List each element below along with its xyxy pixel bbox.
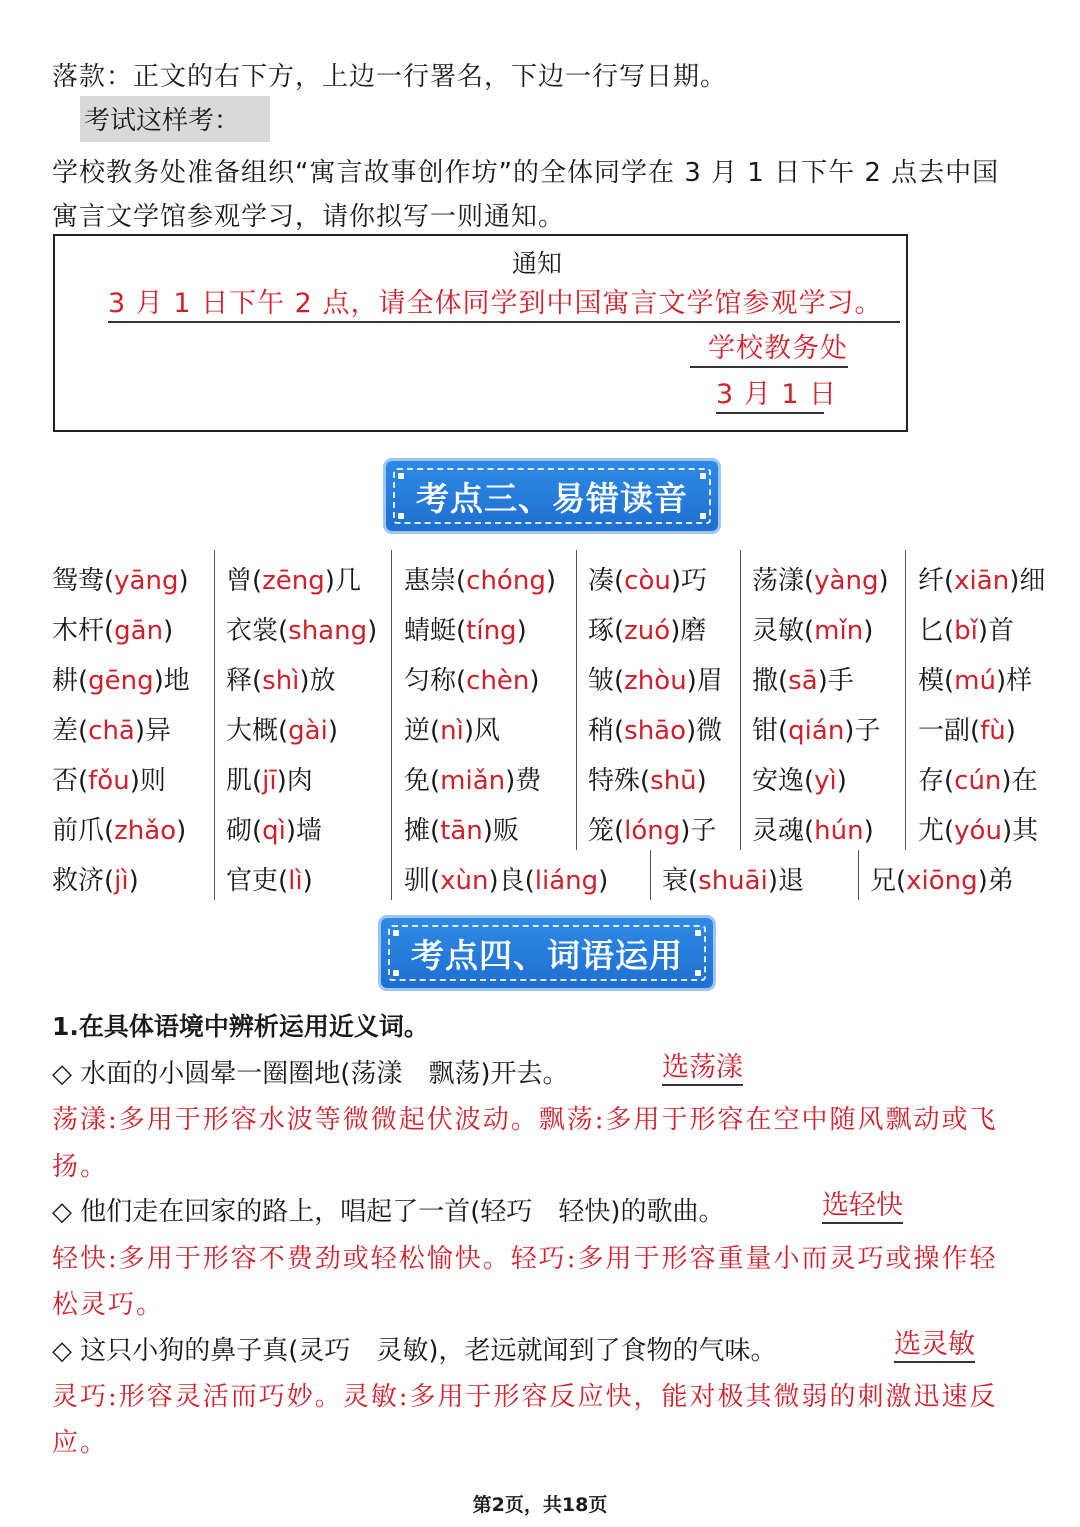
- pinyin-cell: [404, 660, 540, 697]
- question-2-explanation-line-2: 松灵巧。: [52, 1290, 165, 1320]
- hanzi: )磨: [670, 616, 707, 646]
- question-1-explanation-line-2: 扬。: [52, 1152, 109, 1182]
- notice-date: 3 月 1 日: [716, 378, 824, 414]
- hanzi: 摊(: [404, 816, 441, 846]
- question-3-prompt: ◇ 这只小狗的鼻子真(灵巧 灵敏)，老远就闻到了食物的气味。: [52, 1336, 777, 1366]
- hanzi: ): [863, 616, 874, 646]
- hanzi: 差(: [52, 716, 89, 746]
- question-1-explanation-line-1: 荡漾:多用于形容水波等微微起伏波动。飘荡:多用于形容在空中随风飘动或飞: [52, 1105, 998, 1135]
- hanzi: )在: [1001, 766, 1038, 796]
- hanzi: )弟: [977, 866, 1014, 896]
- hanzi: 鸳鸯(: [52, 566, 115, 596]
- pinyin-cell: [226, 860, 313, 897]
- pinyin: tíng: [466, 616, 517, 646]
- pinyin-cell: [588, 760, 707, 797]
- hanzi: ): [878, 566, 889, 596]
- pinyin-cell: [404, 760, 541, 797]
- hanzi: )异: [134, 716, 172, 746]
- question-1-answer: 选荡漾: [662, 1052, 743, 1086]
- hanzi: 钳(: [752, 716, 789, 746]
- notice-signer: 学校教务处: [690, 332, 848, 368]
- hanzi: )手: [817, 666, 854, 696]
- hanzi: 模(: [918, 666, 955, 696]
- question-2-prompt: ◇ 他们走在回家的路上，唱起了一首(轻巧 轻快)的歌曲。: [52, 1197, 725, 1227]
- pinyin-cell: [752, 810, 874, 847]
- hanzi: 释(: [226, 666, 263, 696]
- pinyin: xùn: [440, 866, 489, 896]
- hanzi: ): [696, 766, 707, 796]
- pinyin-cell: [226, 610, 377, 647]
- section4-subtitle: 1.在具体语境中辨析运用近义词。: [52, 1012, 429, 1041]
- pinyin-cell: [404, 560, 556, 597]
- hanzi: ): [1005, 716, 1016, 746]
- pinyin: fǒu: [88, 766, 130, 796]
- hanzi: ): [836, 766, 847, 796]
- pinyin-cell: [226, 760, 313, 797]
- hanzi: 逆(: [404, 716, 441, 746]
- pinyin: chèn: [466, 666, 530, 696]
- pinyin-cell: [752, 760, 847, 797]
- hanzi: ): [176, 816, 187, 846]
- hanzi: 兄(: [870, 866, 907, 896]
- hanzi: )风: [463, 716, 501, 746]
- notice-title: 通知: [512, 249, 563, 278]
- hanzi: )子: [844, 716, 881, 746]
- hanzi: 一副(: [918, 716, 981, 746]
- pinyin: yì: [814, 766, 837, 796]
- hanzi: 驯(: [404, 866, 441, 896]
- hanzi: 官吏(: [226, 866, 289, 896]
- hanzi: ): [302, 866, 313, 896]
- pinyin-cell: [404, 860, 608, 897]
- hanzi: 免(: [404, 766, 441, 796]
- hanzi: ): [516, 616, 527, 646]
- pinyin-cell: [752, 710, 880, 747]
- section3-title: 考点三、易错读音: [416, 478, 688, 518]
- hanzi: ): [863, 816, 874, 846]
- section4-banner: [381, 918, 713, 988]
- hanzi: )眉: [686, 666, 723, 696]
- pinyin: yóu: [954, 816, 1002, 846]
- hanzi: 惠崇(: [404, 566, 467, 596]
- hanzi: )则: [129, 766, 166, 796]
- hanzi: 曾(: [226, 566, 263, 596]
- hanzi: 大概(: [226, 716, 289, 746]
- pinyin-cell: [52, 710, 171, 747]
- hanzi: 匕(: [918, 616, 955, 646]
- pinyin: cún: [954, 766, 1002, 796]
- pinyin-cell: [52, 810, 186, 847]
- page-footer: 第2页，共18页: [472, 1494, 608, 1516]
- hanzi: 特殊(: [588, 766, 651, 796]
- pinyin: shang: [288, 616, 368, 646]
- question-3-answer: 选灵敏: [894, 1329, 975, 1363]
- pinyin: liáng: [534, 866, 599, 896]
- pinyin-cell: [226, 710, 338, 747]
- pinyin: lóng: [624, 816, 681, 846]
- hanzi: ): [545, 566, 556, 596]
- pinyin-cell: [404, 810, 519, 847]
- pinyin-cell: [918, 660, 1032, 697]
- hanzi: )细: [1009, 566, 1046, 596]
- pinyin-cell: [918, 710, 1016, 747]
- hanzi: )几: [324, 566, 361, 596]
- pinyin-cell: [404, 610, 527, 647]
- pinyin: zuó: [624, 616, 671, 646]
- hanzi: )退: [767, 866, 804, 896]
- hanzi: 稍(: [588, 716, 625, 746]
- pinyin: gēng: [88, 666, 154, 696]
- pinyin: zēng: [262, 566, 325, 596]
- hanzi: 救济(: [52, 866, 115, 896]
- pinyin: gān: [114, 616, 164, 646]
- pinyin: hún: [814, 816, 864, 846]
- pinyin-cell: [226, 660, 336, 697]
- pinyin-cell: [588, 810, 716, 847]
- pinyin-cell: [52, 560, 189, 597]
- pinyin: yàng: [814, 566, 879, 596]
- notice-body: 3 月 1 日下午 2 点，请全体同学到中国寓言文学馆参观学习。: [108, 287, 900, 323]
- pinyin: chā: [88, 716, 135, 746]
- hanzi: 砌(: [226, 816, 263, 846]
- pinyin-cell: [918, 610, 1014, 647]
- pinyin-cell: [588, 710, 722, 747]
- pinyin-cell: [226, 810, 322, 847]
- pinyin: jī: [262, 766, 277, 796]
- hanzi: )墙: [285, 816, 323, 846]
- hanzi: 灵魂(: [752, 816, 815, 846]
- hanzi: )其: [1001, 816, 1039, 846]
- pinyin: còu: [624, 566, 671, 596]
- exam-tag: 考试这样考：: [84, 106, 241, 136]
- pinyin: qián: [788, 716, 845, 746]
- hanzi: 笼(: [588, 816, 625, 846]
- hanzi: 安逸(: [752, 766, 815, 796]
- pinyin-cell: [752, 660, 854, 697]
- hanzi: )子: [680, 816, 717, 846]
- hanzi: 琢(: [588, 616, 625, 646]
- hanzi: )首: [977, 616, 1015, 646]
- hanzi: ): [327, 716, 338, 746]
- pinyin-cell: [226, 560, 361, 597]
- pinyin: chóng: [466, 566, 546, 596]
- pinyin: fù: [980, 716, 1006, 746]
- pinyin: gài: [288, 716, 328, 746]
- pinyin: zhòu: [624, 666, 687, 696]
- pinyin: lì: [288, 866, 303, 896]
- question-2-explanation-line-1: 轻快:多用于形容不费劲或轻松愉快。轻巧:多用于形容重量小而灵巧或操作轻: [52, 1244, 998, 1274]
- section3-banner: [386, 461, 718, 531]
- pinyin: yāng: [114, 566, 179, 596]
- hanzi: 纤(: [918, 566, 955, 596]
- hanzi: 蜻蜓(: [404, 616, 467, 646]
- task-line-1: 学校教务处准备组织“寓言故事创作坊”的全体同学在 3 月 1 日下午 2 点去中国: [52, 158, 1000, 188]
- hanzi: ): [128, 866, 139, 896]
- question-3-explanation-line-2: 应。: [52, 1428, 109, 1458]
- pinyin-cell: [52, 660, 190, 697]
- pinyin-cell: [752, 610, 873, 647]
- question-1-prompt: ◇ 水面的小圆晕一圈圈地(荡漾 飘荡)开去。: [52, 1059, 569, 1089]
- pinyin-cell: [588, 610, 706, 647]
- hanzi: )良(: [488, 866, 535, 896]
- hanzi: 撒(: [752, 666, 789, 696]
- hanzi: 存(: [918, 766, 955, 796]
- hanzi: 凑(: [588, 566, 625, 596]
- question-3-explanation-line-1: 灵巧:形容灵活而巧妙。灵敏:多用于形容反应快，能对极其微弱的刺激迅速反: [52, 1382, 998, 1412]
- hanzi: )地: [153, 666, 190, 696]
- hanzi: 匀称(: [404, 666, 467, 696]
- task-line-2: 寓言文学馆参观学习，请你拟写一则通知。: [52, 202, 566, 232]
- hanzi: 否(: [52, 766, 89, 796]
- pinyin: xiān: [954, 566, 1010, 596]
- pinyin-cell: [588, 660, 723, 697]
- pinyin: tān: [440, 816, 483, 846]
- pinyin: zhǎo: [114, 816, 177, 846]
- pinyin-cell: [918, 760, 1038, 797]
- pinyin-cell: [918, 560, 1045, 597]
- pinyin: sā: [788, 666, 818, 696]
- pinyin: miǎn: [440, 766, 506, 796]
- pinyin-cell: [52, 610, 173, 647]
- pinyin: mú: [954, 666, 996, 696]
- pinyin-cell: [662, 860, 804, 897]
- hanzi: 荡漾(: [752, 566, 815, 596]
- section4-title: 考点四、词语运用: [411, 935, 683, 975]
- pinyin: shì: [262, 666, 300, 696]
- hanzi: ): [163, 616, 174, 646]
- hanzi: 衰(: [662, 866, 699, 896]
- hanzi: 前爪(: [52, 816, 115, 846]
- hanzi: )贩: [482, 816, 519, 846]
- hanzi: 尤(: [918, 816, 955, 846]
- hanzi: )微: [686, 716, 723, 746]
- hanzi: 肌(: [226, 766, 263, 796]
- pinyin-cell: [52, 760, 166, 797]
- pinyin: jì: [114, 866, 129, 896]
- hanzi: 衣裳(: [226, 616, 289, 646]
- pinyin: qì: [262, 816, 286, 846]
- signature-rule: 落款：正文的右下方，上边一行署名，下边一行写日期。: [52, 62, 728, 92]
- pinyin-cell: [52, 860, 139, 897]
- pinyin: nì: [440, 716, 464, 746]
- pinyin-cell: [870, 860, 1014, 897]
- hanzi: )样: [995, 666, 1033, 696]
- hanzi: ): [178, 566, 189, 596]
- hanzi: 皱(: [588, 666, 625, 696]
- pinyin: xiōng: [906, 866, 978, 896]
- pinyin-cell: [588, 560, 707, 597]
- hanzi: 耕(: [52, 666, 89, 696]
- pinyin-cell: [752, 560, 889, 597]
- pinyin: shū: [650, 766, 697, 796]
- hanzi: 灵敏(: [752, 616, 815, 646]
- hanzi: )巧: [670, 566, 707, 596]
- hanzi: )费: [505, 766, 542, 796]
- hanzi: ): [529, 666, 540, 696]
- pinyin-cell: [918, 810, 1038, 847]
- hanzi: ): [367, 616, 378, 646]
- question-2-answer: 选轻快: [822, 1190, 903, 1224]
- pinyin: mǐn: [814, 616, 864, 646]
- hanzi: 木杆(: [52, 616, 115, 646]
- pinyin: shāo: [624, 716, 687, 746]
- pinyin: shuāi: [698, 866, 768, 896]
- hanzi: )放: [299, 666, 336, 696]
- pinyin-cell: [404, 710, 500, 747]
- hanzi: ): [598, 866, 609, 896]
- pinyin: bǐ: [954, 616, 978, 646]
- hanzi: )肉: [276, 766, 313, 796]
